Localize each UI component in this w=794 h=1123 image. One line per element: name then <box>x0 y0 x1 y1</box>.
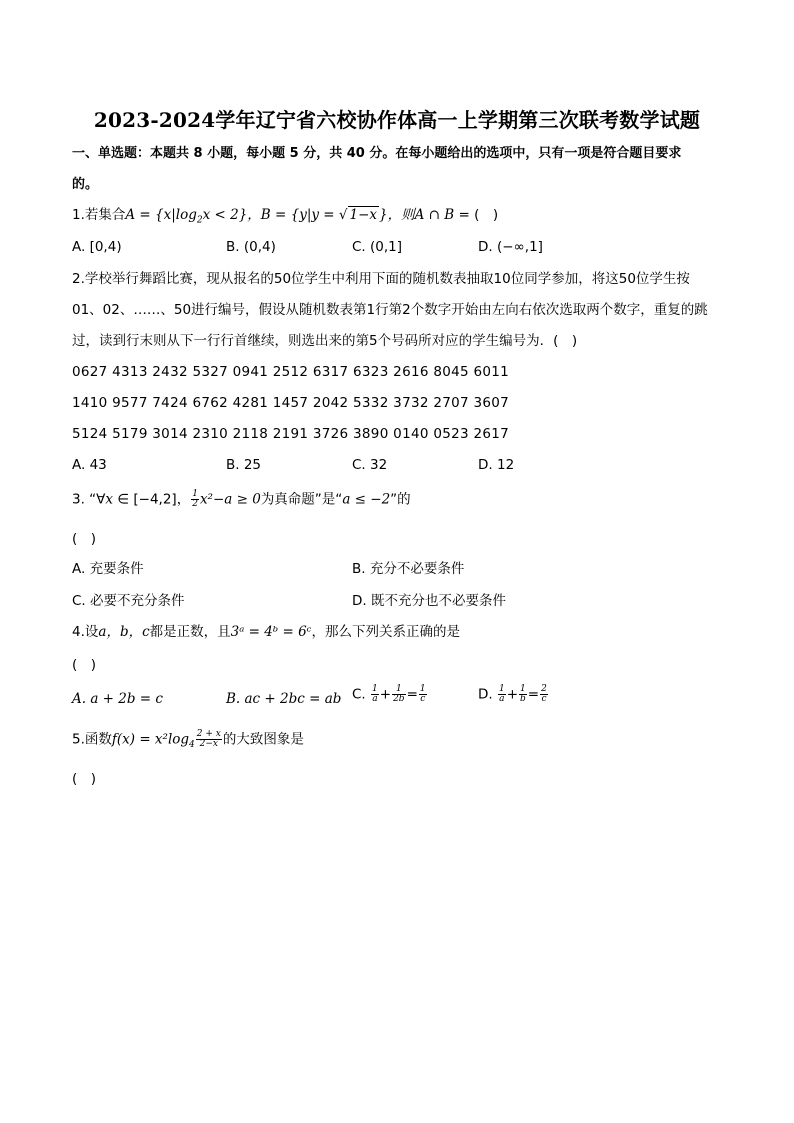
q4-c-frac-1 <box>371 685 379 704</box>
q4-d-frac-2 <box>519 685 527 704</box>
section-instructions-line1: 一、单选题：本题共 8 小题，每小题 5 分，共 40 分。在每小题给出的选项中，只有一项是符合题目要求 <box>72 146 682 161</box>
q4-vars: a，b，c <box>98 624 150 640</box>
q2-option-c: C. 32 <box>352 457 388 473</box>
q4-c-frac-2 <box>392 685 406 704</box>
q3-frac-den: 2 <box>192 499 198 509</box>
q4-option-d: D. $\frac{1}{a}$ + $\frac{1}{b}$ = $\frac{2}{c}$ <box>478 684 547 704</box>
question-2-line1: 2.学校举行舞蹈比赛，现从报名的50位学生中利用下面的随机数表抽取10位同学参加，将这50位学生按 <box>72 271 690 287</box>
q1-set-b: B <box>260 207 271 223</box>
q2-option-d: D. 12 <box>478 457 515 473</box>
q3-frac-num: 1 <box>192 489 198 499</box>
q3-option-a: A. 充要条件 <box>72 561 144 577</box>
question-1: 1.若集合$A = \{x|\log_2x < 2\}$，B = {y|y = √ 1−x }，则A ∩ B = ( ) <box>72 207 499 226</box>
q3-mid-text: 为真命题”是“ <box>260 491 343 508</box>
q1-set-a: A <box>125 207 136 223</box>
q5-end-text: 的大致图象是 <box>222 731 304 748</box>
q5-label: 5.函数 <box>72 731 112 748</box>
q4-answer-paren: ( ) <box>72 657 97 673</box>
q1-sqrt-expr: 1−x <box>349 207 378 223</box>
q1-option-a: A. [0,4) <box>72 239 122 255</box>
q1-option-d: D. (−∞,1] <box>478 239 543 255</box>
q3-answer-paren: ( ) <box>72 531 97 547</box>
q4-c-frac-3 <box>419 685 427 704</box>
q3-var-x: x <box>105 491 114 508</box>
q4-d-f2-den: b <box>520 694 526 704</box>
q4-d-f1-num: 1 <box>498 684 505 694</box>
q4-label: 4.设 <box>72 624 99 640</box>
q4-equation: 3ᵃ = 4ᵇ = 6ᶜ <box>230 624 312 640</box>
q3-condition: a ≤ −2 <box>342 491 391 508</box>
q2-option-a: A. 43 <box>72 457 107 473</box>
q4-option-d-label: D. <box>478 686 493 703</box>
question-5 <box>72 730 722 754</box>
question-3 <box>72 490 722 509</box>
q5-frac-num: 2 + x <box>196 729 221 739</box>
q3-option-d: D. 既不充分也不必要条件 <box>352 593 506 609</box>
q4-option-c: C. $\frac{1}{a}$ + $\frac{1}{2b}$ = $\frac{1}{c}$ <box>352 684 426 704</box>
question-2-line3: 过，读到行末则从下一行行首继续，则选出来的第5个号码所对应的学生编号为．( ) <box>72 333 578 349</box>
q4-end-text: ，那么下列关系正确的是 <box>311 624 460 640</box>
q3-domain: ∈ [−4,2]， <box>113 491 191 508</box>
q4-c-f3-num: 1 <box>419 684 426 694</box>
q5-fraction <box>196 730 222 749</box>
q4-option-a <box>72 690 163 708</box>
q1-option-c: C. (0,1] <box>352 239 403 255</box>
random-table-row-1: 0627 4313 2432 5327 0941 2512 6317 6323 2616 8045 6011 <box>72 364 510 380</box>
q1-label: 1.若集合 <box>72 207 126 223</box>
q1-set-a-rest: x < 2}， <box>202 207 261 223</box>
q4-d-f3-num: 2 <box>541 684 547 694</box>
q4-c-f1-num: 1 <box>372 684 378 694</box>
q1-set-a-def: = {x|log <box>135 207 197 223</box>
q3-option-b: B. 充分不必要条件 <box>352 561 465 577</box>
q3-label: 3. “∀ <box>72 491 106 508</box>
random-table-row-3: 5124 5179 3014 2310 2118 2191 3726 3890 0140 0523 2617 <box>72 426 510 442</box>
q4-d-f1-den: a <box>499 694 505 704</box>
q1-set-b-close: }，则 <box>379 207 415 223</box>
question-4 <box>72 623 722 641</box>
q4-option-b-text: B. ac + 2bc = ab <box>226 691 342 707</box>
q4-mid-text: 都是正数，且 <box>149 624 231 640</box>
q3-end-text: ”的 <box>390 491 411 508</box>
q4-c-f1-den: a <box>372 694 378 704</box>
page-title: 2023-2024学年辽宁省六校协作体高一上学期第三次联考数学试题 <box>93 108 701 132</box>
q4-d-frac-1 <box>498 685 506 704</box>
q4-d-f3-den: c <box>541 694 547 704</box>
q1-answer-paren: = ( ) <box>454 207 499 223</box>
random-table-row-2: 1410 9577 7424 6762 4281 1457 2042 5332 3732 2707 3607 <box>72 395 510 411</box>
q5-frac-den: 2−x <box>199 739 218 749</box>
q2-option-b: B. 25 <box>226 457 262 473</box>
q4-c-f2-num: 1 <box>392 685 406 695</box>
q5-function: f(x) = x²log <box>111 731 190 748</box>
q4-option-c-label: C. <box>352 686 366 703</box>
q4-option-b <box>226 690 341 708</box>
q5-log-base: 4 <box>189 740 195 751</box>
q4-d-f2-num: 1 <box>520 684 526 694</box>
q3-expression: x²−a ≥ 0 <box>199 491 261 508</box>
q3-half-fraction <box>191 490 199 509</box>
q4-d-frac-3 <box>540 685 548 704</box>
q4-c-f2-den: 2b <box>393 694 405 704</box>
q5-answer-paren: ( ) <box>72 771 97 787</box>
q1-set-b-def: = {y|y = <box>270 207 339 223</box>
question-2-line2: 01、02、……、50进行编号，假设从随机数表第1行第2个数字开始由左向右依次选取两个数字，重复的跳 <box>72 302 708 318</box>
section-instructions-line2: 的。 <box>72 177 99 192</box>
q1-log-base: 2 <box>196 215 203 226</box>
q4-option-a-text: A. a + 2b = c <box>72 691 163 707</box>
q1-intersection: A ∩ B <box>414 207 455 223</box>
q1-option-b: B. (0,4) <box>226 239 276 255</box>
q4-c-f3-den: c <box>420 694 426 704</box>
q3-option-c: C. 必要不充分条件 <box>72 593 185 609</box>
